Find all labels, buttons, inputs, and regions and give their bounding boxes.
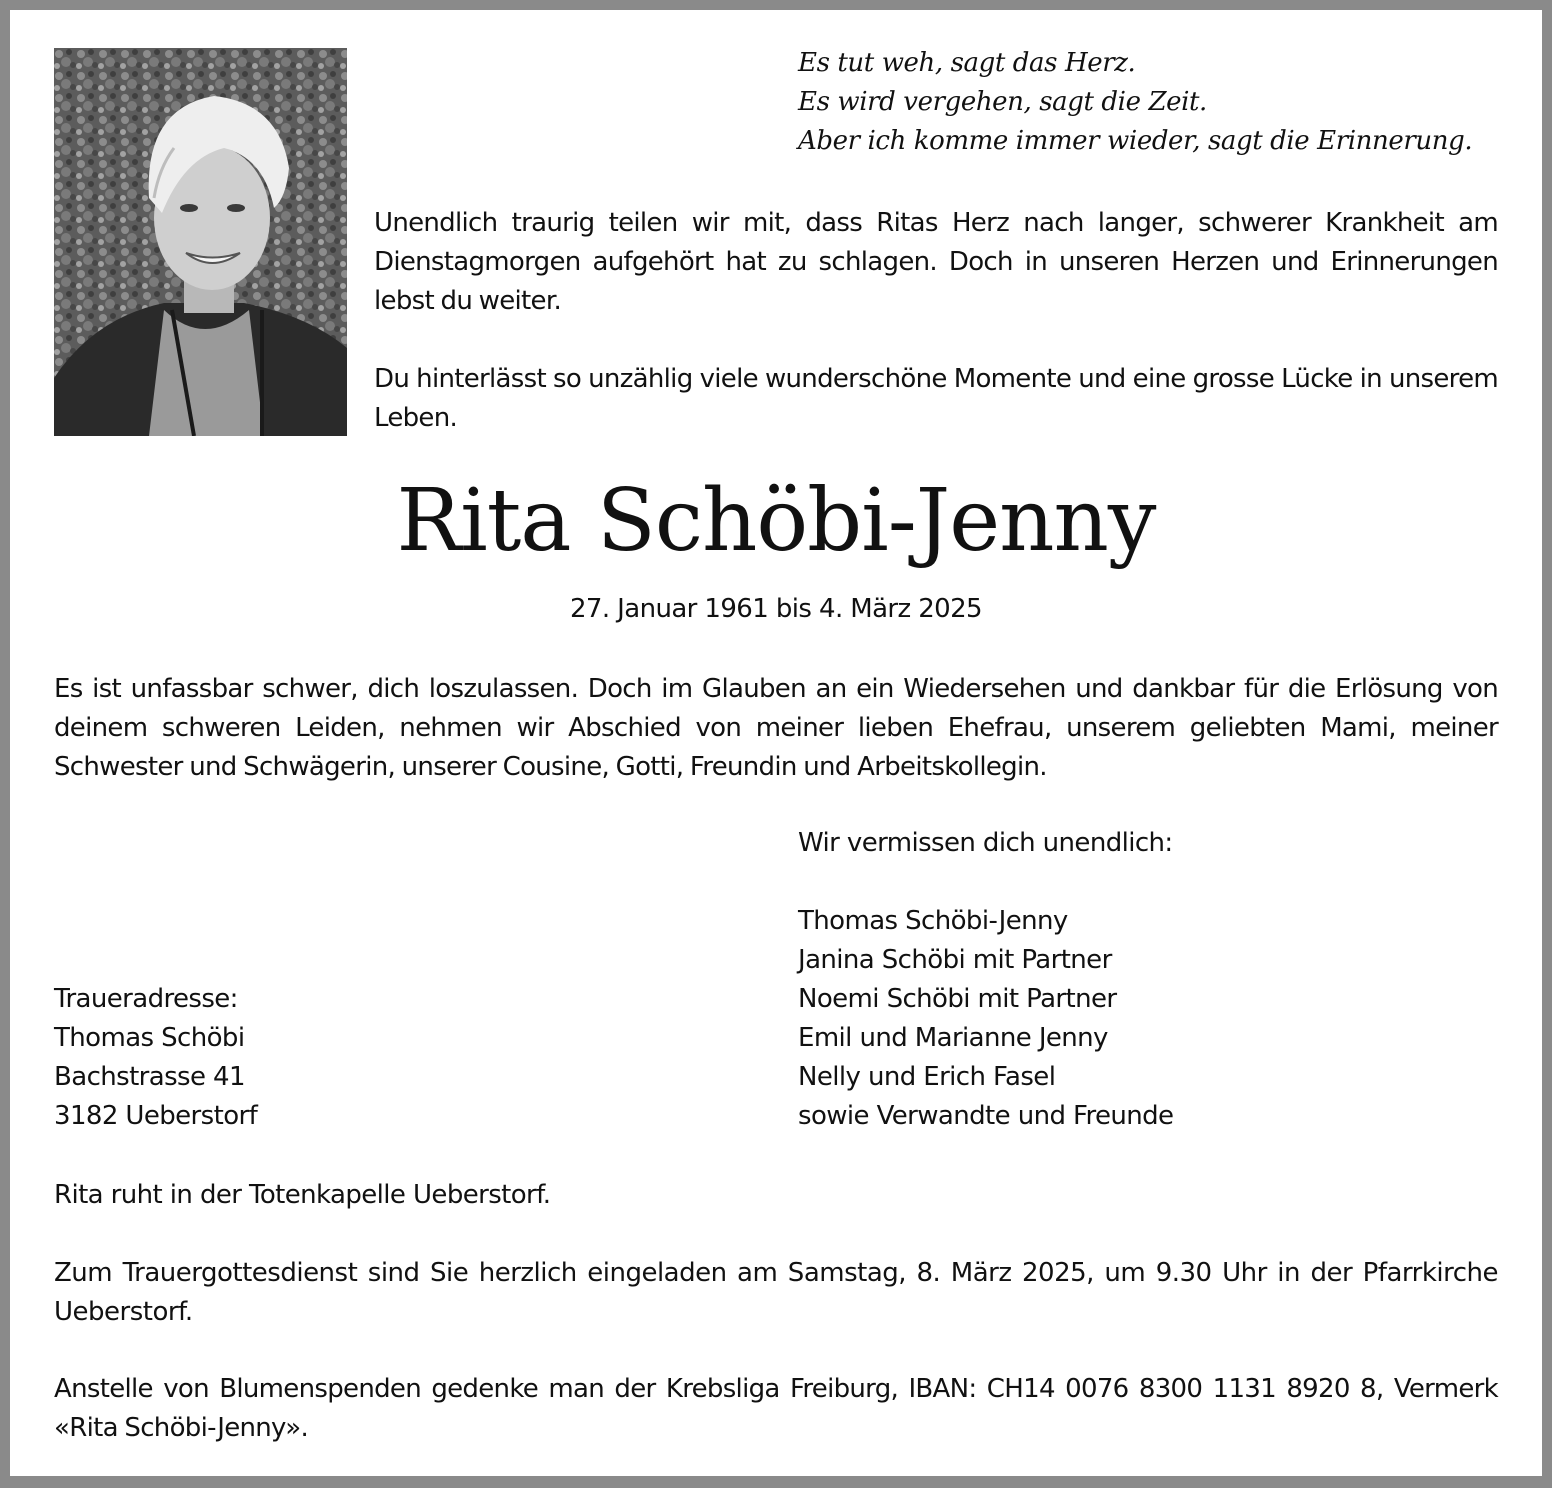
address-name: Thomas Schöbi — [54, 1023, 245, 1053]
quote-line: Aber ich komme immer wieder, sagt die Erinnerung. — [798, 126, 1473, 156]
portrait-photo — [54, 48, 347, 436]
family-heading: Wir vermissen dich unendlich: — [798, 828, 1173, 858]
donation-note: Anstelle von Blumenspenden gedenke man der Krebsliga Freiburg, IBAN: CH14 0076 8300 1131 8920 8, Vermerk «Rita Schöbi-Jenny». — [54, 1374, 1498, 1443]
deceased-name: Rita Schöbi-Jenny — [396, 471, 1156, 571]
family-member: Nelly und Erich Fasel — [798, 1062, 1056, 1092]
service-invitation: Zum Trauergottesdienst sind Sie herzlich eingeladen am Samstag, 8. März 2025, um 9.30 Uhr in der Pfarrkirche Ueberstorf. — [54, 1258, 1498, 1327]
memorial-quote — [798, 44, 1498, 161]
address-label: Traueradresse: — [54, 984, 238, 1014]
address-city: 3182 Ueberstorf — [54, 1101, 258, 1131]
portrait-image — [54, 48, 347, 436]
family-member: sowie Verwandte und Freunde — [798, 1101, 1174, 1131]
family-member: Noemi Schöbi mit Partner — [798, 984, 1117, 1014]
quote-line: Es tut weh, sagt das Herz. — [798, 48, 1136, 78]
farewell-paragraph: Es ist unfassbar schwer, dich loszulassen. Doch im Glauben an ein Wiedersehen und dankbar für die Erlösung von deinem schweren Leiden, nehmen wir Abschied von meiner lieben Ehefrau, unserem geliebten Mami, meiner Schwester und Schwägerin, unserer Cousine, Gotti, Freundin und Arbeitskollegin. — [54, 674, 1498, 782]
intro-paragraph-2: Du hinterlässt so unzählig viele wunderschöne Momente und eine grosse Lücke in unserem Leben. — [374, 364, 1498, 433]
quote-line: Es wird vergehen, sagt die Zeit. — [798, 87, 1207, 117]
mourning-address — [54, 980, 257, 1136]
family-member: Janina Schöbi mit Partner — [798, 945, 1112, 975]
family-member: Emil und Marianne Jenny — [798, 1023, 1108, 1053]
life-dates: 27. Januar 1961 bis 4. März 2025 — [569, 594, 983, 624]
family-list — [798, 902, 1173, 1136]
rest-place-text: Rita ruht in der Totenkapelle Ueberstorf. — [54, 1180, 551, 1210]
address-street: Bachstrasse 41 — [54, 1062, 245, 1092]
intro-paragraph-1: Unendlich traurig teilen wir mit, dass Ritas Herz nach langer, schwerer Krankheit am Dienstagmorgen aufgehört hat zu schlagen. Doch in unseren Herzen und Erinnerungen lebst du weiter. — [374, 208, 1498, 316]
family-member: Thomas Schöbi-Jenny — [798, 906, 1068, 936]
